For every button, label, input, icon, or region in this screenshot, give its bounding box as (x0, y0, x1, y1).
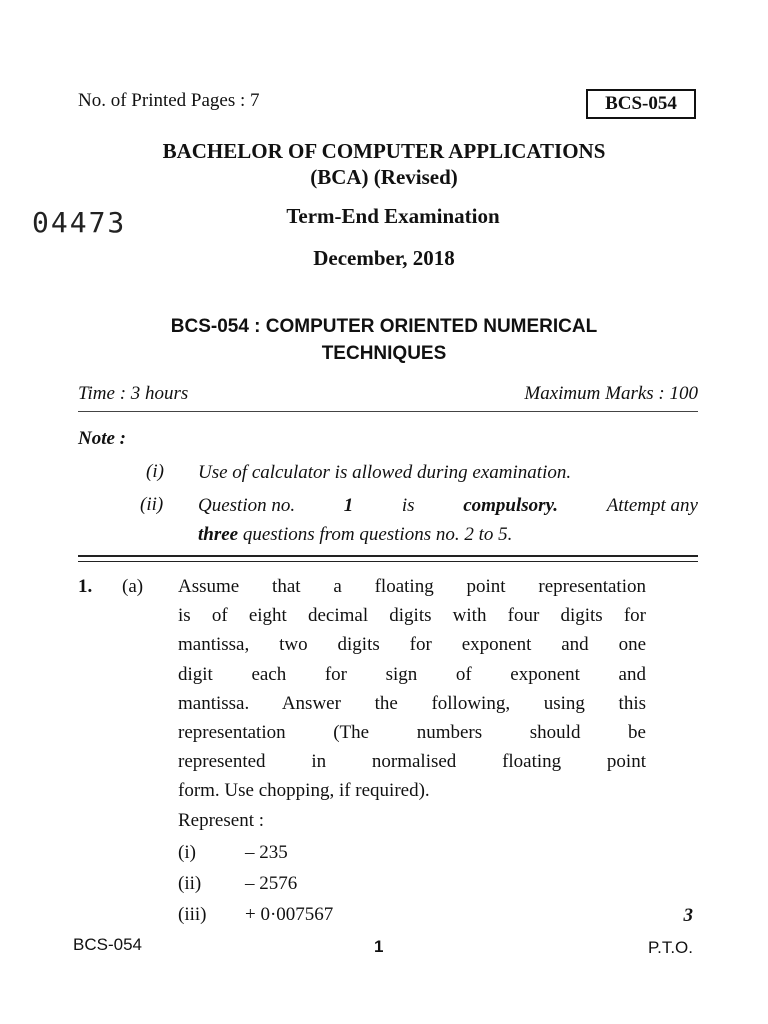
degree-title-line1: BACHELOR OF COMPUTER APPLICATIONS (162, 139, 606, 163)
question-text-line: Assume that a floating point representation (178, 576, 646, 597)
footer-page-number: 1 (374, 937, 384, 956)
subitem-value: – 235 (245, 842, 288, 863)
subitem-number: (ii) (178, 873, 202, 894)
note-text-part: 1 (343, 495, 354, 516)
question-number: 1. (78, 576, 93, 597)
question-text (178, 572, 646, 806)
note-text-part: is (401, 495, 415, 516)
note-item-number: (ii) (140, 494, 164, 515)
question-marks: 3 (683, 905, 693, 926)
course-title (0, 313, 768, 367)
subitem-value: + 0·007567 (245, 904, 334, 925)
note-text-part: questions from questions no. 2 to 5. (242, 524, 513, 545)
exam-title: Term-End Examination (286, 204, 500, 228)
footer-paper-code: BCS-054 (73, 935, 142, 954)
note-item-text (198, 491, 698, 549)
question-text-line: represented in normalised floating point (178, 751, 646, 773)
note-item-text: Use of calculator is allowed during examination. (198, 462, 572, 483)
degree-title (0, 138, 768, 190)
subitem-value: – 2576 (245, 873, 298, 894)
note-item-number: (i) (146, 461, 164, 482)
question-text-line: digit each for sign of exponent and (178, 663, 646, 685)
question-text-line: mantissa, two digits for exponent and one (178, 634, 646, 656)
exam-date: December, 2018 (313, 246, 455, 270)
footer-pto: P.T.O. (647, 938, 693, 957)
question-part-label: (a) (122, 576, 144, 597)
question-text-line: mantissa. Answer the following, using this (178, 692, 646, 714)
note-emphasis-three: three (198, 524, 239, 545)
represent-label: Represent : (178, 810, 265, 831)
course-title-line2: TECHNIQUES (321, 343, 447, 364)
course-title-line1: BCS-054 : COMPUTER ORIENTED NUMERICAL (170, 316, 598, 337)
subitem-number: (i) (178, 842, 196, 863)
printed-pages-count: No. of Printed Pages : 7 (78, 90, 260, 111)
question-text-line: representation (The numbers should be (178, 722, 646, 744)
serial-number: 04473 (32, 206, 127, 239)
question-text-line: is of eight decimal digits with four digits for (178, 605, 646, 627)
paper-code-box: BCS-054 (586, 89, 696, 119)
degree-title-line2: (BCA) (Revised) (310, 165, 458, 189)
divider (78, 411, 698, 412)
note-text-part: Question no. (198, 495, 296, 516)
subitem-number: (iii) (178, 904, 207, 925)
double-divider (78, 555, 698, 562)
note-text-part: Attempt any (606, 495, 698, 516)
note-label: Note : (78, 428, 127, 449)
maximum-marks: Maximum Marks : 100 (524, 383, 698, 404)
question-text-line: form. Use chopping, if required). (178, 780, 430, 802)
note-emphasis-compulsory: compulsory. (463, 495, 559, 516)
time-allowed: Time : 3 hours (78, 383, 189, 404)
